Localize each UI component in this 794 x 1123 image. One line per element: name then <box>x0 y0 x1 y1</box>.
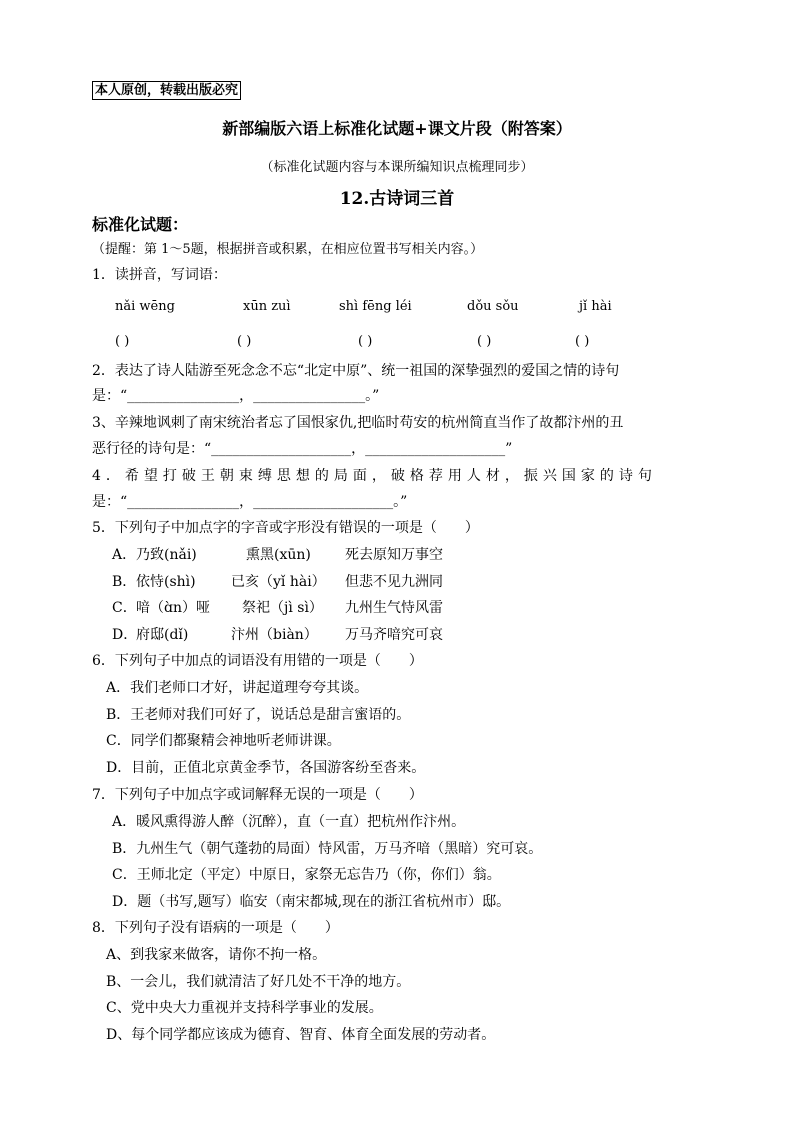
q6-option-b[interactable]: B．王老师对我们可好了，说话总是甜言蜜语的。 <box>106 707 411 723</box>
q5-option-c-word: 喑（ɑ̀n）哑 <box>136 600 210 616</box>
q1-answer-blank[interactable]: ( ) <box>115 334 130 349</box>
q8-option-b[interactable]: B、一会儿，我们就清洁了好几处不干净的地方。 <box>106 974 411 990</box>
q5-option-b-word: 已亥（yǐ hài） <box>231 574 326 590</box>
q5-option-c-word: 九州生气恃风雷 <box>345 600 443 616</box>
q6-option-a[interactable]: A．我们老师口才好，讲起道理夸夸其谈。 <box>106 680 369 696</box>
q1-answer-blank[interactable]: ( ) <box>358 334 373 349</box>
q8-option-d[interactable]: D、每个同学都应该成为德育、智育、体育全面发展的劳动者。 <box>106 1027 496 1043</box>
q5-option-a-word: 死去原知万事空 <box>345 547 443 563</box>
q8-stem: 8．下列句子没有语病的一项是（ ） <box>92 920 339 936</box>
q5-option-b-word: 但悲不见九洲同 <box>345 574 443 590</box>
q1-answer-blank[interactable]: ( ) <box>237 334 252 349</box>
q5-option-d-word: 万马齐喑究可哀 <box>345 627 443 643</box>
q5-option-d-word: 汴州（biàn） <box>231 627 318 643</box>
document-subtitle: （标准化试题内容与本课所编知识点梳理同步） <box>260 160 534 175</box>
q1-pinyin-5: jǐ hài <box>579 299 612 314</box>
q1-answer-blank[interactable]: ( ) <box>575 334 590 349</box>
q6-option-c[interactable]: C．同学们都聚精会神地听老师讲课。 <box>106 733 341 749</box>
q5-option-a-word: 乃致(nǎi) <box>136 547 197 563</box>
copyright-stamp: 本人原创，转载出版必究 <box>92 81 241 100</box>
q1-pinyin-4: dǒu sǒu <box>467 299 519 314</box>
document-title: 新部编版六语上标准化试题+课文片段（附答案） <box>222 119 572 138</box>
q8-option-a[interactable]: A、到我家来做客，请你不拘一格。 <box>106 947 327 963</box>
q5-option-letter[interactable]: B． <box>112 574 137 590</box>
q5-option-letter[interactable]: C． <box>112 600 137 616</box>
q1-answer-blank[interactable]: ( ) <box>477 334 492 349</box>
q1-pinyin-2: xūn zuì <box>243 299 291 314</box>
q6-option-d[interactable]: D．目前，正值北京黄金季节，各国游客纷至沓来。 <box>106 760 426 776</box>
instruction-note: （提醒：第 1～5题，根据拼音或积累，在相应位置书写相关内容。） <box>92 242 484 257</box>
q5-option-letter[interactable]: D． <box>112 627 138 643</box>
q2-answer-line[interactable]: 是：“________________，________________。” <box>92 388 380 404</box>
q4-stem: 4．希望打破王朝束缚思想的局面，破格荐用人材，振兴国家的诗句 <box>92 468 657 484</box>
q3-stem: 3、辛辣地讽刺了南宋统治者忘了国恨家仇,把临时苟安的杭州简直当作了故都汴州的丑 <box>92 415 624 431</box>
q5-option-b-word: 依恃(shì) <box>136 574 196 590</box>
q2-stem: 2．表达了诗人陆游至死念念不忘“北定中原”、统一祖国的深挚强烈的爱国之情的诗句 <box>92 363 620 379</box>
q5-option-a-word: 熏黑(xūn) <box>246 547 311 563</box>
q7-option-d[interactable]: D．题（书写,题写）临安（南宋都城,现在的浙江省杭州市）邸。 <box>112 894 511 910</box>
q7-option-c[interactable]: C．王师北定（平定）中原日，家祭无忘告乃（你，你们）翁。 <box>112 867 501 883</box>
q3-answer-line[interactable]: 恶行径的诗句是：“____________________，____________________” <box>92 441 513 457</box>
q1-stem: 1．读拼音，写词语： <box>92 267 227 283</box>
lesson-title: 12.古诗词三首 <box>339 189 455 209</box>
q8-option-c[interactable]: C、党中央大力重视并支持科学事业的发展。 <box>106 1000 383 1016</box>
q1-pinyin-1: nǎi wēng <box>115 299 175 314</box>
q7-option-a[interactable]: A．暖风熏得游人醉（沉醉），直（一直）把杭州作汴州。 <box>112 814 466 830</box>
section-title: 标准化试题： <box>92 215 189 234</box>
q6-stem: 6．下列句子中加点的词语没有用错的一项是（ ） <box>92 653 423 669</box>
q1-pinyin-3: shì fēng léi <box>339 299 412 314</box>
q5-stem: 5．下列句子中加点字的字音或字形没有错误的一项是（ ） <box>92 520 479 536</box>
q7-stem: 7．下列句子中加点字或词解释无误的一项是（ ） <box>92 787 423 803</box>
q5-option-c-word: 祭祀（jì sì） <box>242 600 323 616</box>
q4-answer-line[interactable]: 是：“________________，____________________。” <box>92 494 408 510</box>
q5-option-letter[interactable]: A． <box>112 547 137 563</box>
q7-option-b[interactable]: B．九州生气（朝气蓬勃的局面）恃风雷，万马齐喑（黑暗）究可哀。 <box>112 841 543 857</box>
q5-option-d-word: 府邸(dǐ) <box>136 627 189 643</box>
